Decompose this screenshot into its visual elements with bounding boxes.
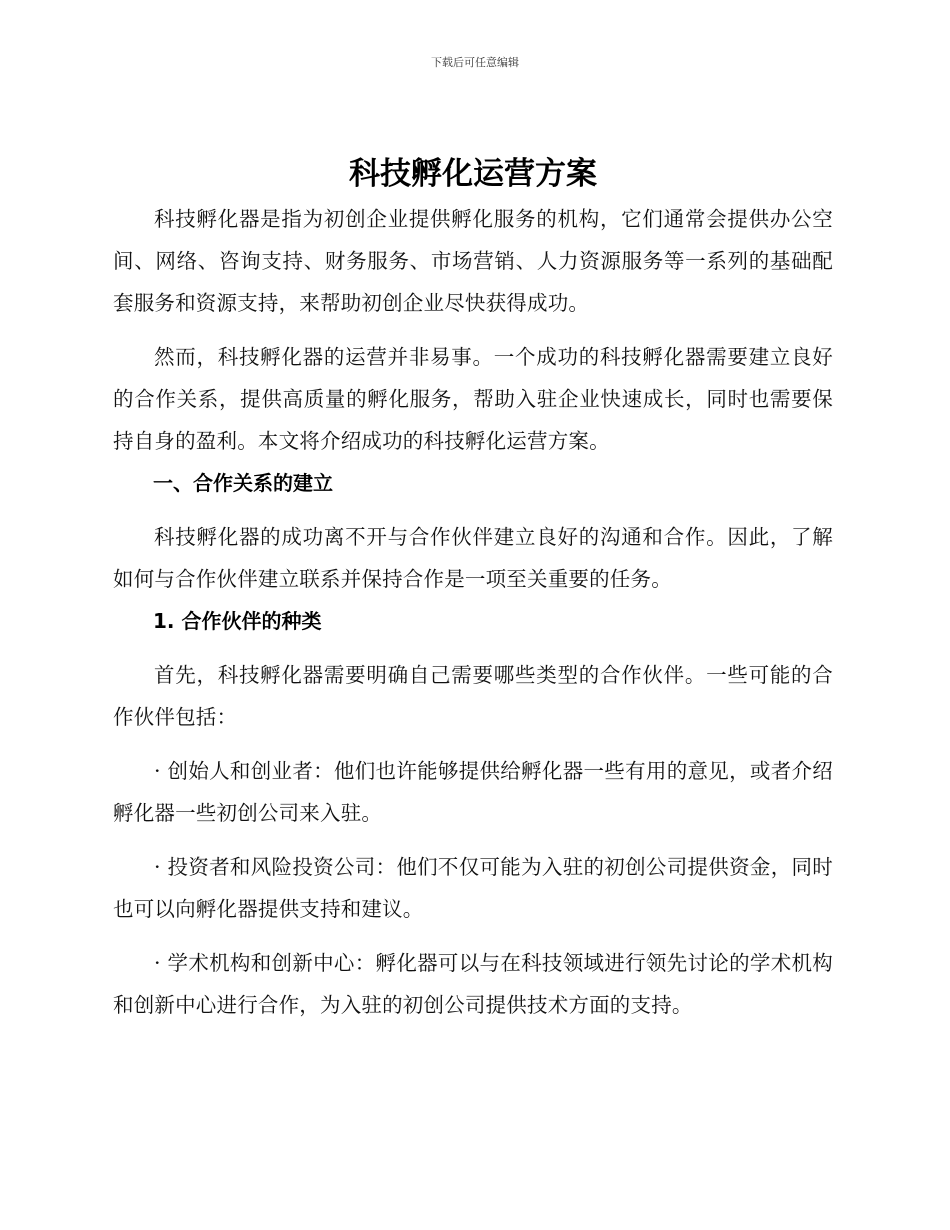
document-body xyxy=(113,150,833,1026)
header-note: 下载后可任意编辑 xyxy=(431,56,519,69)
bullet-academic: · 学术机构和创新中心：孵化器可以与在科技领域进行领先讨论的学术机构和创新中心进行合作，为入驻的初创公司提供技术方面的支持。 xyxy=(113,951,833,1017)
intro-paragraph-1: 科技孵化器是指为初创企业提供孵化服务的机构，它们通常会提供办公空间、网络、咨询支持、财务服务、市场营销、人力资源服务等一系列的基础配套服务和资源支持，来帮助初创企业尽快获得成功。 xyxy=(113,207,833,315)
intro-paragraph-2: 然而，科技孵化器的运营并非易事。一个成功的科技孵化器需要建立良好的合作关系，提供高质量的孵化服务，帮助入驻企业快速成长，同时也需要保持自身的盈利。本文将介绍成功的科技孵化运营方案。 xyxy=(113,345,833,453)
section-heading-partnership: 一、合作关系的建立 xyxy=(153,471,333,495)
subsection-heading-partner-types: 1. 合作伙伴的种类 xyxy=(153,609,322,633)
document-title: 科技孵化运营方案 xyxy=(349,156,597,192)
bullet-founders: · 创始人和创业者：他们也许能够提供给孵化器一些有用的意见，或者介绍孵化器一些初创公司来入驻。 xyxy=(113,759,833,825)
bullet-investors: · 投资者和风险投资公司：他们不仅可能为入驻的初创公司提供资金，同时也可以向孵化器提供支持和建议。 xyxy=(113,855,833,921)
subsection-1-paragraph: 首先，科技孵化器需要明确自己需要哪些类型的合作伙伴。一些可能的合作伙伴包括： xyxy=(113,663,833,729)
section-1-paragraph: 科技孵化器的成功离不开与合作伙伴建立良好的沟通和合作。因此，了解如何与合作伙伴建立联系并保持合作是一项至关重要的任务。 xyxy=(113,525,833,591)
